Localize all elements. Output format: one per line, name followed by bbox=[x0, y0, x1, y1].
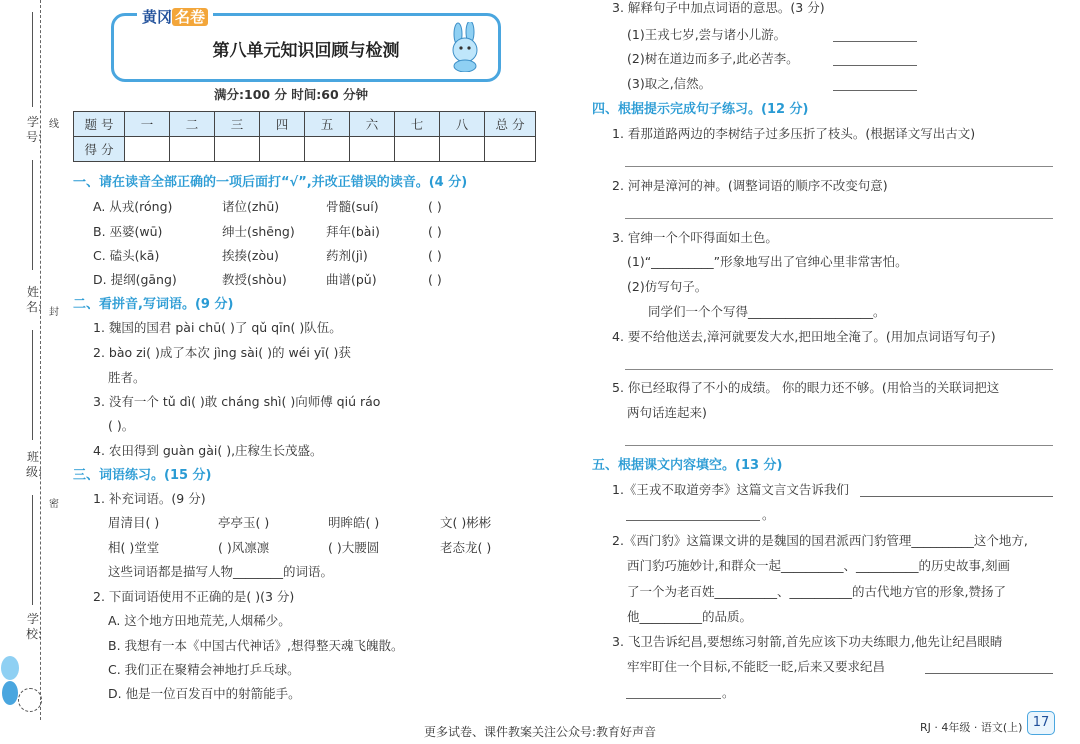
cut-mark-secret: 密 bbox=[49, 499, 59, 510]
score-cell[interactable] bbox=[215, 137, 260, 162]
question-line: 同学们一个个写得____________________。 bbox=[648, 304, 886, 319]
question-line: 1. 补充词语。(9 分) bbox=[93, 491, 206, 506]
section-3-title: 三、词语练习。(15 分) bbox=[73, 468, 212, 483]
grade-label: RJ · 4年级 · 语文(上) bbox=[920, 721, 1023, 734]
footer-note: 更多试卷、课件教案关注公众号:教育好声音 bbox=[423, 725, 657, 739]
idiom-blank[interactable]: ( )大腰圆 bbox=[328, 540, 380, 555]
pinyin-option: C. 磕头(kā) bbox=[93, 248, 160, 263]
question-line: (1)“__________”形象地写出了官绅心里非常害怕。 bbox=[627, 254, 908, 269]
answer-line[interactable] bbox=[833, 41, 917, 42]
page-number: 17 bbox=[1027, 711, 1055, 735]
question-line: 3. 飞卫告诉纪昌,要想练习射箭,首先应该下功夫练眼力,他先让纪昌眼睛 bbox=[612, 634, 1003, 649]
idiom-blank[interactable]: ( )风凛凛 bbox=[218, 540, 270, 555]
answer-blank[interactable]: ( ) bbox=[428, 199, 442, 214]
idiom-blank[interactable]: 老态龙( ) bbox=[440, 540, 492, 555]
question-line: 4. 要不给他送去,漳河就要发大水,把田地全淹了。(用加点词语写句子) bbox=[612, 329, 996, 344]
name-line bbox=[32, 330, 33, 440]
idiom-blank[interactable]: 相( )堂堂 bbox=[108, 540, 160, 555]
idiom-blank[interactable]: 亭亭玉( ) bbox=[218, 515, 270, 530]
pinyin-option: 诸位(zhū) bbox=[222, 199, 280, 214]
school-label: 学校: bbox=[26, 612, 43, 641]
pinyin-option: 曲谱(pǔ) bbox=[326, 272, 377, 287]
question-line: (2)仿写句子。 bbox=[627, 279, 708, 294]
idiom-blank[interactable]: 明眸皓( ) bbox=[328, 515, 380, 530]
pinyin-option: 绅士(shēng) bbox=[222, 224, 295, 239]
answer-blank[interactable]: ( ) bbox=[428, 248, 442, 263]
pinyin-option: 教授(shòu) bbox=[222, 272, 287, 287]
score-cell[interactable] bbox=[305, 137, 350, 162]
choice-option: A. 这个地方田地荒芜,人烟稀少。 bbox=[108, 613, 291, 628]
question-line: 。 bbox=[722, 685, 735, 700]
score-table bbox=[73, 111, 536, 162]
question-line: ( )。 bbox=[108, 418, 135, 433]
answer-line[interactable] bbox=[625, 445, 1053, 446]
idiom-blank[interactable]: 眉清目( ) bbox=[108, 515, 160, 530]
question-line: 这些词语都是描写人物________的词语。 bbox=[108, 564, 334, 579]
idiom-blank[interactable]: 文( )彬彬 bbox=[440, 515, 492, 530]
question-line: 了一个为老百姓__________、__________的古代地方官的形象,赞扬了 bbox=[627, 584, 1006, 599]
score-cell[interactable] bbox=[440, 137, 485, 162]
name-label: 姓名: bbox=[26, 285, 43, 314]
pinyin-option: A. 从戎(róng) bbox=[93, 199, 173, 214]
question-line: (1)王戎七岁,尝与诸小儿游。 bbox=[627, 27, 787, 42]
question-line: 胜者。 bbox=[108, 370, 146, 385]
question-line: 2.《西门豹》这篇课文讲的是魏国的国君派西门豹管理__________这个地方, bbox=[612, 533, 1028, 548]
answer-line[interactable] bbox=[625, 369, 1053, 370]
question-line: (3)取之,信然。 bbox=[627, 76, 712, 91]
answer-line[interactable] bbox=[625, 218, 1053, 219]
pinyin-option: 骨髓(suí) bbox=[326, 199, 379, 214]
question-line: 1. 看那道路两边的李树结子过多压折了枝头。(根据译文写出古文) bbox=[612, 126, 976, 141]
question-line: 2. 河神是漳河的神。(调整词语的顺序不改变句意) bbox=[612, 178, 888, 193]
question-line: 1.《王戎不取道旁李》这篇文言文告诉我们 bbox=[612, 482, 849, 497]
answer-blank[interactable]: ( ) bbox=[428, 272, 442, 287]
pinyin-option: D. 提纲(gāng) bbox=[93, 272, 177, 287]
page-title: 第八单元知识回顾与检测 bbox=[212, 41, 400, 61]
binding-cut-line bbox=[40, 0, 41, 720]
cut-mark-line: 线 bbox=[49, 119, 59, 130]
choice-option: C. 我们正在聚精会神地打乒乓球。 bbox=[108, 662, 300, 677]
pinyin-option: B. 巫婆(wū) bbox=[93, 224, 163, 239]
question-line: 3. 解释句子中加点词语的意思。(3 分) bbox=[612, 0, 825, 15]
cut-mark-seal: 封 bbox=[49, 307, 59, 318]
question-line: 他__________的品质。 bbox=[627, 609, 753, 624]
student-id-line bbox=[32, 12, 33, 107]
class-label: 班级: bbox=[26, 450, 43, 479]
answer-blank[interactable]: ( ) bbox=[428, 224, 442, 239]
class-line bbox=[32, 495, 33, 605]
answer-line[interactable] bbox=[626, 698, 721, 699]
question-line: 2. 下面词语使用不正确的是( )(3 分) bbox=[93, 589, 295, 604]
score-time-info: 满分:100 分 时间:60 分钟 bbox=[214, 87, 369, 102]
student-id-line-lower bbox=[32, 160, 33, 270]
question-line: 西门豹巧施妙计,和群众一起__________、__________的历史故事,刻画 bbox=[627, 558, 1010, 573]
pinyin-option: 挨揍(zòu) bbox=[222, 248, 279, 263]
question-line: 。 bbox=[762, 507, 775, 522]
question-line: 牢牢盯住一个目标,不能眨一眨,后来又要求纪昌 bbox=[627, 659, 885, 674]
score-cell[interactable] bbox=[260, 137, 305, 162]
score-cell[interactable] bbox=[170, 137, 215, 162]
student-id-label: 学号: bbox=[26, 115, 43, 144]
question-line: 5. 你已经取得了不小的成绩。 你的眼力还不够。(用恰当的关联词把这 bbox=[612, 380, 1000, 395]
question-line: (2)树在道边而多子,此必苦李。 bbox=[627, 51, 799, 66]
score-cell[interactable] bbox=[350, 137, 395, 162]
question-line: 1. 魏国的国君 pài chū( )了 qǔ qīn( )队伍。 bbox=[93, 320, 342, 335]
section-1-title: 一、请在读音全部正确的一项后面打“√”,并改正错误的读音。(4 分) bbox=[73, 175, 468, 190]
question-line: 3. 没有一个 tǔ dì( )敢 cháng shì( )向师傅 qiú ráo bbox=[93, 394, 381, 409]
question-line: 3. 官绅一个个吓得面如土色。 bbox=[612, 230, 778, 245]
choice-option: D. 他是一位百发百中的射箭能手。 bbox=[108, 686, 301, 701]
question-line: 2. bào zi( )成了本次 jìng sài( )的 wéi yī( )获 bbox=[93, 345, 351, 360]
table-row: 得 分 bbox=[74, 137, 536, 162]
section-5-title: 五、根据课文内容填空。(13 分) bbox=[592, 458, 783, 473]
question-line: 两句话连起来) bbox=[627, 405, 707, 420]
choice-option: B. 我想有一本《中国古代神话》,想得整天魂飞魄散。 bbox=[108, 638, 404, 653]
answer-line[interactable] bbox=[626, 520, 760, 521]
section-2-title: 二、看拼音,写词语。(9 分) bbox=[73, 297, 234, 312]
answer-line[interactable] bbox=[833, 90, 917, 91]
rabbit-mascot-icon bbox=[440, 22, 490, 72]
section-4-title: 四、根据提示完成句子练习。(12 分) bbox=[592, 102, 809, 117]
score-cell[interactable] bbox=[395, 137, 440, 162]
binding-hole bbox=[18, 688, 42, 712]
answer-line[interactable] bbox=[860, 496, 1053, 497]
answer-line[interactable] bbox=[925, 673, 1053, 674]
score-cell[interactable] bbox=[485, 137, 536, 162]
table-row: 题 号 一 二 三 四 五 六 七 八 总 分 bbox=[74, 112, 536, 137]
answer-line[interactable] bbox=[833, 65, 917, 66]
question-line: 4. 农田得到 guàn gài( ),庄稼生长茂盛。 bbox=[93, 443, 323, 458]
pinyin-option: 拜年(bài) bbox=[326, 224, 380, 239]
answer-line[interactable] bbox=[625, 166, 1053, 167]
brand-logo: 黄冈 名卷 bbox=[137, 6, 213, 27]
pinyin-option: 药剂(jì) bbox=[326, 248, 368, 263]
score-cell[interactable] bbox=[125, 137, 170, 162]
